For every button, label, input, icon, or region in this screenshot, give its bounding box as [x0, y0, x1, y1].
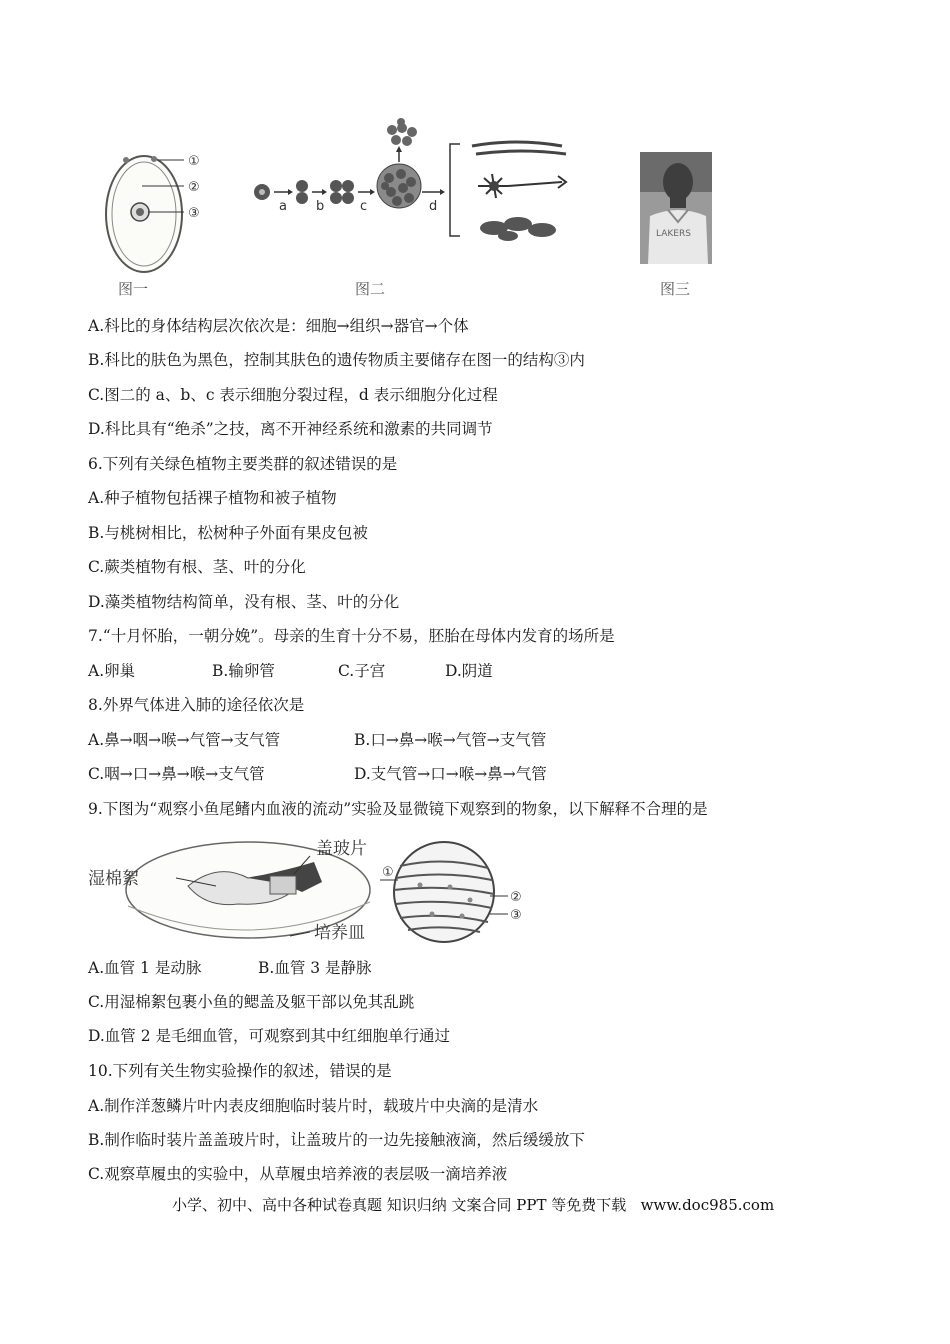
fig1-label-2: ②: [188, 180, 200, 195]
q9-option-c: C.用湿棉絮包裹小鱼的鳃盖及躯干部以免其乱跳: [88, 993, 415, 1011]
fig9-label-coverslip: 盖玻片: [316, 839, 367, 859]
q9-stem: 9.下图为“观察小鱼尾鳍内血液的流动”实验及显微镜下观察到的物象，以下解释不合理的是: [88, 800, 708, 818]
figure-1-caption: 图一: [118, 280, 149, 298]
q9-option-a: A.血管 1 是动脉: [88, 959, 202, 977]
figure-2-caption: 图二: [355, 280, 386, 298]
fig9-label-cotton: 湿棉絮: [88, 869, 139, 889]
fig2-label-b: b: [316, 199, 325, 214]
q5-option-a: A.科比的身体结构层次依次是：细胞→组织→器官→个体: [88, 317, 469, 335]
q5-option-b: B.科比的肤色为黑色，控制其肤色的遗传物质主要储存在图一的结构③内: [88, 351, 585, 369]
figure-9-microscope-view: [380, 838, 530, 948]
fig2-label-c: c: [360, 199, 368, 214]
q5-option-d: D.科比具有“绝杀”之技，离不开神经系统和激素的共同调节: [88, 420, 493, 438]
q10-stem: 10.下列有关生物实验操作的叙述，错误的是: [88, 1062, 392, 1080]
fig9-micro-label-1: ①: [382, 865, 394, 880]
figure-1-cell-diagram: [96, 146, 226, 276]
q7-stem: 7.“十月怀胎，一朝分娩”。母亲的生育十分不易，胚胎在母体内发育的场所是: [88, 627, 615, 645]
q6-option-d: D.藻类植物结构简单，没有根、茎、叶的分化: [88, 593, 400, 611]
fig3-jersey-text: LAKERS: [656, 229, 691, 239]
fig1-label-3: ③: [188, 206, 200, 221]
q8-option-c: C.咽→口→鼻→喉→支气管: [88, 765, 265, 783]
fig1-label-1: ①: [188, 154, 200, 169]
q9-option-b: B.血管 3 是静脉: [258, 959, 372, 977]
q8-option-d: D.支气管→口→喉→鼻→气管: [354, 765, 547, 783]
q6-option-a: A.种子植物包括裸子植物和被子植物: [88, 489, 337, 507]
q9-option-d: D.血管 2 是毛细血管，可观察到其中红细胞单行通过: [88, 1027, 451, 1045]
fig2-label-a: a: [279, 199, 287, 214]
page-footer: 小学、初中、高中各种试卷真题 知识归纳 文案合同 PPT 等免费下载 www.doc985.com: [172, 1196, 775, 1214]
q10-option-c: C.观察草履虫的实验中，从草履虫培养液的表层吸一滴培养液: [88, 1165, 508, 1183]
fig2-label-d: d: [429, 199, 438, 214]
q5-option-c: C.图二的 a、b、c 表示细胞分裂过程，d 表示细胞分化过程: [88, 386, 498, 404]
q7-option-b: B.输卵管: [212, 662, 275, 680]
fig9-micro-label-2: ②: [510, 890, 522, 905]
q7-option-c: C.子宫: [338, 662, 386, 680]
fig9-micro-label-3: ③: [510, 908, 522, 923]
q6-option-b: B.与桃树相比，松树种子外面有果皮包被: [88, 524, 368, 542]
figure-2-cell-division-diagram: [246, 116, 586, 246]
q8-option-a: A.鼻→咽→喉→气管→支气管: [88, 731, 281, 749]
figure-3-caption: 图三: [660, 280, 691, 298]
q8-option-b: B.口→鼻→喉→气管→支气管: [354, 731, 547, 749]
figure-9-fish-dish-diagram: [88, 832, 388, 950]
q10-option-b: B.制作临时装片盖盖玻片时，让盖玻片的一边先接触液滴，然后缓缓放下: [88, 1131, 585, 1149]
q7-option-d: D.阴道: [445, 662, 493, 680]
q10-option-a: A.制作洋葱鳞片叶内表皮细胞临时装片时，载玻片中央滴的是清水: [88, 1097, 539, 1115]
q6-stem: 6.下列有关绿色植物主要类群的叙述错误的是: [88, 455, 398, 473]
q6-option-c: C.蕨类植物有根、茎、叶的分化: [88, 558, 306, 576]
q7-option-a: A.卵巢: [88, 662, 136, 680]
fig9-label-dish: 培养皿: [314, 923, 365, 943]
figure-3-player-photo: [640, 152, 712, 264]
q8-stem: 8.外界气体进入肺的途径依次是: [88, 696, 305, 714]
